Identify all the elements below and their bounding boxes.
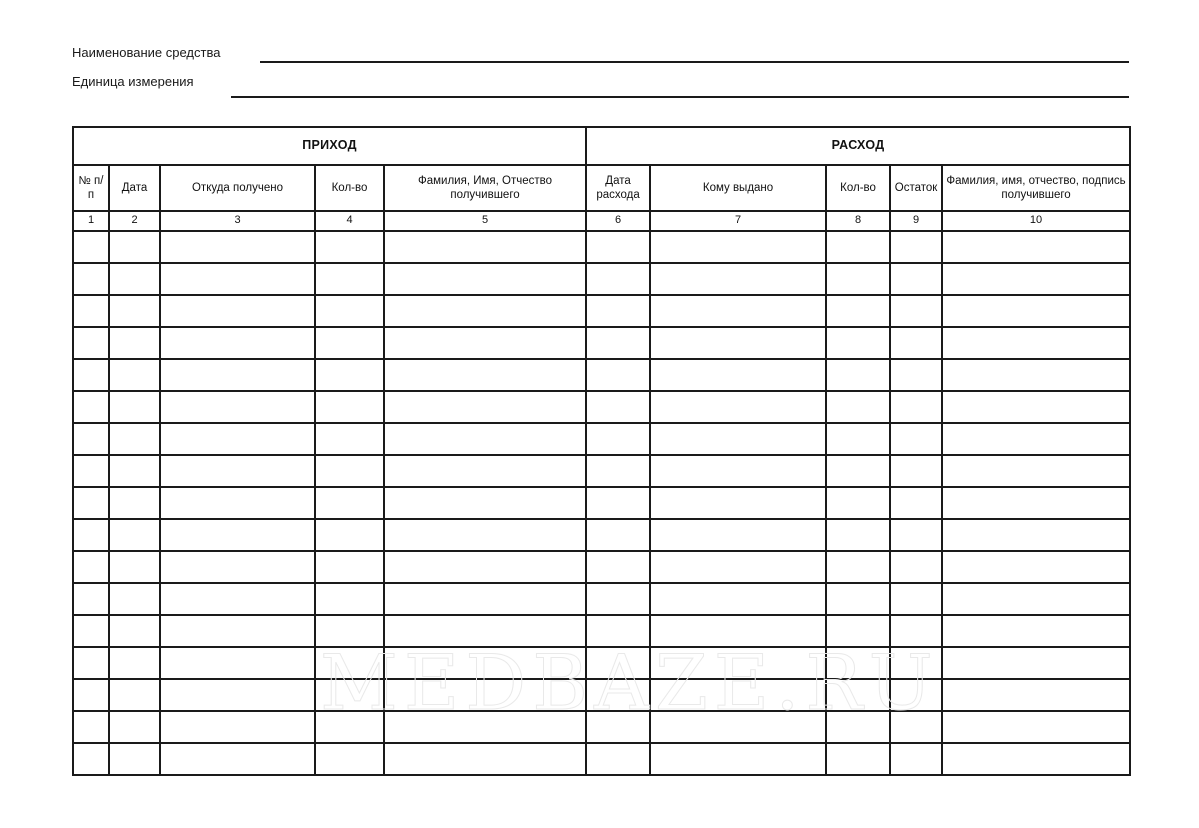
table-cell[interactable] xyxy=(384,679,586,711)
col-header-date-text: Дата xyxy=(121,181,148,194)
table-cell[interactable] xyxy=(586,295,650,327)
table-cell[interactable] xyxy=(384,615,586,647)
table-cell[interactable] xyxy=(73,711,109,743)
table-cell[interactable] xyxy=(586,327,650,359)
col-header-expense-date-text: Дата расхода xyxy=(596,174,640,201)
table-cell[interactable] xyxy=(384,327,586,359)
table-cell[interactable] xyxy=(942,647,1130,679)
table-cell[interactable] xyxy=(942,327,1130,359)
table-cell[interactable] xyxy=(586,679,650,711)
table-cell[interactable] xyxy=(73,423,109,455)
table-cell[interactable] xyxy=(384,487,586,519)
table-cell[interactable] xyxy=(384,359,586,391)
table-row xyxy=(73,231,1130,263)
table-cell[interactable] xyxy=(650,295,826,327)
table-cell[interactable] xyxy=(586,583,650,615)
col-number-8: 8 xyxy=(826,211,890,231)
table-row xyxy=(73,519,1130,551)
table-cell[interactable] xyxy=(315,455,384,487)
table-row xyxy=(73,423,1130,455)
table-cell[interactable] xyxy=(315,423,384,455)
table-cell[interactable] xyxy=(160,391,315,423)
table-cell[interactable] xyxy=(650,615,826,647)
table-cell[interactable] xyxy=(109,551,160,583)
col-number-4: 4 xyxy=(315,211,384,231)
item-name-line[interactable] xyxy=(260,61,1129,63)
table-cell[interactable] xyxy=(160,359,315,391)
col-header-date xyxy=(109,165,160,211)
table-cell[interactable] xyxy=(109,743,160,775)
col-header-receiver-name xyxy=(384,165,586,211)
table-cell[interactable] xyxy=(160,551,315,583)
table-cell[interactable] xyxy=(826,679,890,711)
table-cell[interactable] xyxy=(109,711,160,743)
table-cell[interactable] xyxy=(73,583,109,615)
table-cell[interactable] xyxy=(586,615,650,647)
ledger-table xyxy=(72,126,1131,776)
table-cell[interactable] xyxy=(826,359,890,391)
table-cell[interactable] xyxy=(109,647,160,679)
table-cell[interactable] xyxy=(384,263,586,295)
table-cell[interactable] xyxy=(160,679,315,711)
table-cell[interactable] xyxy=(942,455,1130,487)
table-cell[interactable] xyxy=(890,743,942,775)
section-income-header: ПРИХОД xyxy=(73,127,586,165)
table-cell[interactable] xyxy=(942,423,1130,455)
table-row xyxy=(73,583,1130,615)
table-cell[interactable] xyxy=(826,455,890,487)
table-cell[interactable] xyxy=(315,295,384,327)
table-cell[interactable] xyxy=(315,359,384,391)
table-cell[interactable] xyxy=(650,263,826,295)
table-cell[interactable] xyxy=(384,519,586,551)
table-cell[interactable] xyxy=(160,455,315,487)
table-cell[interactable] xyxy=(650,487,826,519)
col-number-5: 5 xyxy=(384,211,586,231)
table-cell[interactable] xyxy=(384,551,586,583)
table-cell[interactable] xyxy=(826,263,890,295)
table-cell[interactable] xyxy=(890,263,942,295)
table-cell[interactable] xyxy=(890,583,942,615)
table-cell[interactable] xyxy=(826,583,890,615)
watermark: MEDBAZE.RU xyxy=(320,638,939,727)
table-cell[interactable] xyxy=(160,519,315,551)
col-header-source xyxy=(160,165,315,211)
table-cell[interactable] xyxy=(586,455,650,487)
table-cell[interactable] xyxy=(73,487,109,519)
table-row xyxy=(73,455,1130,487)
table-cell[interactable] xyxy=(942,231,1130,263)
table-row xyxy=(73,487,1130,519)
table-cell[interactable] xyxy=(586,231,650,263)
col-header-expense-qty-text: Кол-во xyxy=(840,181,876,194)
table-cell[interactable] xyxy=(109,327,160,359)
table-cell[interactable] xyxy=(650,455,826,487)
table-cell[interactable] xyxy=(826,519,890,551)
table-cell[interactable] xyxy=(890,327,942,359)
table-cell[interactable] xyxy=(315,711,384,743)
table-cell[interactable] xyxy=(826,423,890,455)
table-cell[interactable] xyxy=(109,679,160,711)
table-row xyxy=(73,679,1130,711)
table-cell[interactable] xyxy=(160,743,315,775)
table-cell[interactable] xyxy=(890,295,942,327)
table-cell[interactable] xyxy=(826,711,890,743)
table-cell[interactable] xyxy=(384,231,586,263)
table-cell[interactable] xyxy=(650,583,826,615)
table-cell[interactable] xyxy=(942,391,1130,423)
table-cell[interactable] xyxy=(650,231,826,263)
table-cell[interactable] xyxy=(826,615,890,647)
table-cell[interactable] xyxy=(890,487,942,519)
table-cell[interactable] xyxy=(160,487,315,519)
table-cell[interactable] xyxy=(942,487,1130,519)
table-cell[interactable] xyxy=(384,583,586,615)
table-cell[interactable] xyxy=(826,295,890,327)
table-row xyxy=(73,359,1130,391)
table-cell[interactable] xyxy=(384,295,586,327)
table-cell[interactable] xyxy=(73,263,109,295)
table-cell[interactable] xyxy=(315,487,384,519)
table-cell[interactable] xyxy=(315,679,384,711)
table-cell[interactable] xyxy=(890,551,942,583)
col-header-expense-qty xyxy=(826,165,890,211)
table-cell[interactable] xyxy=(73,615,109,647)
col-number-3: 3 xyxy=(160,211,315,231)
table-cell[interactable] xyxy=(586,743,650,775)
table-cell[interactable] xyxy=(384,455,586,487)
table-cell[interactable] xyxy=(942,679,1130,711)
table-cell[interactable] xyxy=(586,423,650,455)
table-cell[interactable] xyxy=(942,711,1130,743)
table-cell[interactable] xyxy=(650,519,826,551)
table-cell[interactable] xyxy=(73,391,109,423)
table-cell[interactable] xyxy=(890,231,942,263)
table-cell[interactable] xyxy=(586,391,650,423)
col-header-index xyxy=(73,165,109,211)
table-cell[interactable] xyxy=(826,231,890,263)
col-header-receiver-signature xyxy=(942,165,1130,211)
table-cell[interactable] xyxy=(826,391,890,423)
table-cell[interactable] xyxy=(942,263,1130,295)
table-cell[interactable] xyxy=(586,711,650,743)
table-cell[interactable] xyxy=(160,615,315,647)
table-cell[interactable] xyxy=(160,583,315,615)
col-header-receiver-name-text: Фамилия, Имя, Отчество получившего xyxy=(418,174,553,201)
table-cell[interactable] xyxy=(586,263,650,295)
table-cell[interactable] xyxy=(890,423,942,455)
col-header-issued-to-text: Кому выдано xyxy=(702,181,774,194)
table-cell[interactable] xyxy=(315,647,384,679)
table-cell[interactable] xyxy=(384,647,586,679)
col-header-remainder-text: Остаток xyxy=(894,181,938,194)
table-cell[interactable] xyxy=(73,359,109,391)
section-expense-header: РАСХОД xyxy=(586,127,1130,165)
table-cell[interactable] xyxy=(942,551,1130,583)
table-cell[interactable] xyxy=(384,743,586,775)
col-header-expense-date xyxy=(586,165,650,211)
table-cell[interactable] xyxy=(315,615,384,647)
col-number-2: 2 xyxy=(109,211,160,231)
table-cell[interactable] xyxy=(109,487,160,519)
table-cell[interactable] xyxy=(160,647,315,679)
table-cell[interactable] xyxy=(586,359,650,391)
table-cell[interactable] xyxy=(826,647,890,679)
table-cell[interactable] xyxy=(160,263,315,295)
table-cell[interactable] xyxy=(826,551,890,583)
table-row xyxy=(73,743,1130,775)
table-cell[interactable] xyxy=(384,391,586,423)
col-header-source-text: Откуда получено xyxy=(191,181,283,194)
table-cell[interactable] xyxy=(586,487,650,519)
table-cell[interactable] xyxy=(109,295,160,327)
table-cell[interactable] xyxy=(73,455,109,487)
ledger-body xyxy=(73,231,1130,775)
table-cell[interactable] xyxy=(315,231,384,263)
table-cell[interactable] xyxy=(160,231,315,263)
table-cell[interactable] xyxy=(73,679,109,711)
table-cell[interactable] xyxy=(109,391,160,423)
table-cell[interactable] xyxy=(650,391,826,423)
table-cell[interactable] xyxy=(73,743,109,775)
table-row xyxy=(73,711,1130,743)
col-number-7: 7 xyxy=(650,211,826,231)
table-cell[interactable] xyxy=(942,583,1130,615)
table-cell[interactable] xyxy=(650,647,826,679)
table-cell[interactable] xyxy=(160,423,315,455)
table-cell[interactable] xyxy=(942,295,1130,327)
table-cell[interactable] xyxy=(73,551,109,583)
col-number-6: 6 xyxy=(586,211,650,231)
table-cell[interactable] xyxy=(586,519,650,551)
table-cell[interactable] xyxy=(109,423,160,455)
table-cell[interactable] xyxy=(73,647,109,679)
table-cell[interactable] xyxy=(109,583,160,615)
table-row xyxy=(73,551,1130,583)
table-cell[interactable] xyxy=(315,327,384,359)
table-cell[interactable] xyxy=(890,455,942,487)
table-cell[interactable] xyxy=(650,551,826,583)
col-header-income-qty-text: Кол-во xyxy=(331,181,368,194)
table-cell[interactable] xyxy=(650,679,826,711)
unit-label: Единица измерения xyxy=(72,74,194,89)
table-cell[interactable] xyxy=(650,359,826,391)
table-cell[interactable] xyxy=(109,615,160,647)
table-cell[interactable] xyxy=(73,327,109,359)
table-cell[interactable] xyxy=(942,519,1130,551)
table-cell[interactable] xyxy=(160,295,315,327)
item-name-label: Наименование средства xyxy=(72,45,221,60)
col-header-index-text: № п/п xyxy=(78,174,104,201)
table-cell[interactable] xyxy=(650,423,826,455)
table-cell[interactable] xyxy=(890,519,942,551)
table-cell[interactable] xyxy=(109,519,160,551)
table-cell[interactable] xyxy=(315,519,384,551)
table-row xyxy=(73,647,1130,679)
table-cell[interactable] xyxy=(890,647,942,679)
table-cell[interactable] xyxy=(942,359,1130,391)
table-cell[interactable] xyxy=(826,743,890,775)
table-cell[interactable] xyxy=(109,455,160,487)
table-cell[interactable] xyxy=(160,711,315,743)
table-cell[interactable] xyxy=(942,615,1130,647)
table-cell[interactable] xyxy=(109,263,160,295)
table-row xyxy=(73,327,1130,359)
table-cell[interactable] xyxy=(73,295,109,327)
table-cell[interactable] xyxy=(890,711,942,743)
table-cell[interactable] xyxy=(586,647,650,679)
table-row xyxy=(73,263,1130,295)
table-row xyxy=(73,615,1130,647)
col-number-1: 1 xyxy=(73,211,109,231)
table-cell[interactable] xyxy=(890,679,942,711)
col-header-receiver-signature-text: Фамилия, имя, отчество, подпись получившего xyxy=(946,174,1126,201)
table-cell[interactable] xyxy=(890,391,942,423)
table-cell[interactable] xyxy=(586,551,650,583)
col-header-issued-to xyxy=(650,165,826,211)
table-cell[interactable] xyxy=(315,391,384,423)
table-cell[interactable] xyxy=(73,231,109,263)
unit-line[interactable] xyxy=(231,96,1129,98)
table-cell[interactable] xyxy=(650,743,826,775)
table-cell[interactable] xyxy=(942,743,1130,775)
table-cell[interactable] xyxy=(315,583,384,615)
col-header-remainder xyxy=(890,165,942,211)
table-cell[interactable] xyxy=(890,359,942,391)
table-cell[interactable] xyxy=(826,487,890,519)
table-cell[interactable] xyxy=(384,423,586,455)
table-cell[interactable] xyxy=(826,327,890,359)
table-row xyxy=(73,295,1130,327)
table-cell[interactable] xyxy=(73,519,109,551)
table-cell[interactable] xyxy=(384,711,586,743)
table-cell[interactable] xyxy=(315,263,384,295)
table-row xyxy=(73,391,1130,423)
table-cell[interactable] xyxy=(890,615,942,647)
table-cell[interactable] xyxy=(109,231,160,263)
table-cell[interactable] xyxy=(315,551,384,583)
col-number-9: 9 xyxy=(890,211,942,231)
table-cell[interactable] xyxy=(315,743,384,775)
table-cell[interactable] xyxy=(650,711,826,743)
table-cell[interactable] xyxy=(109,359,160,391)
col-header-income-qty xyxy=(315,165,384,211)
table-cell[interactable] xyxy=(160,327,315,359)
col-number-10: 10 xyxy=(942,211,1130,231)
table-cell[interactable] xyxy=(650,327,826,359)
